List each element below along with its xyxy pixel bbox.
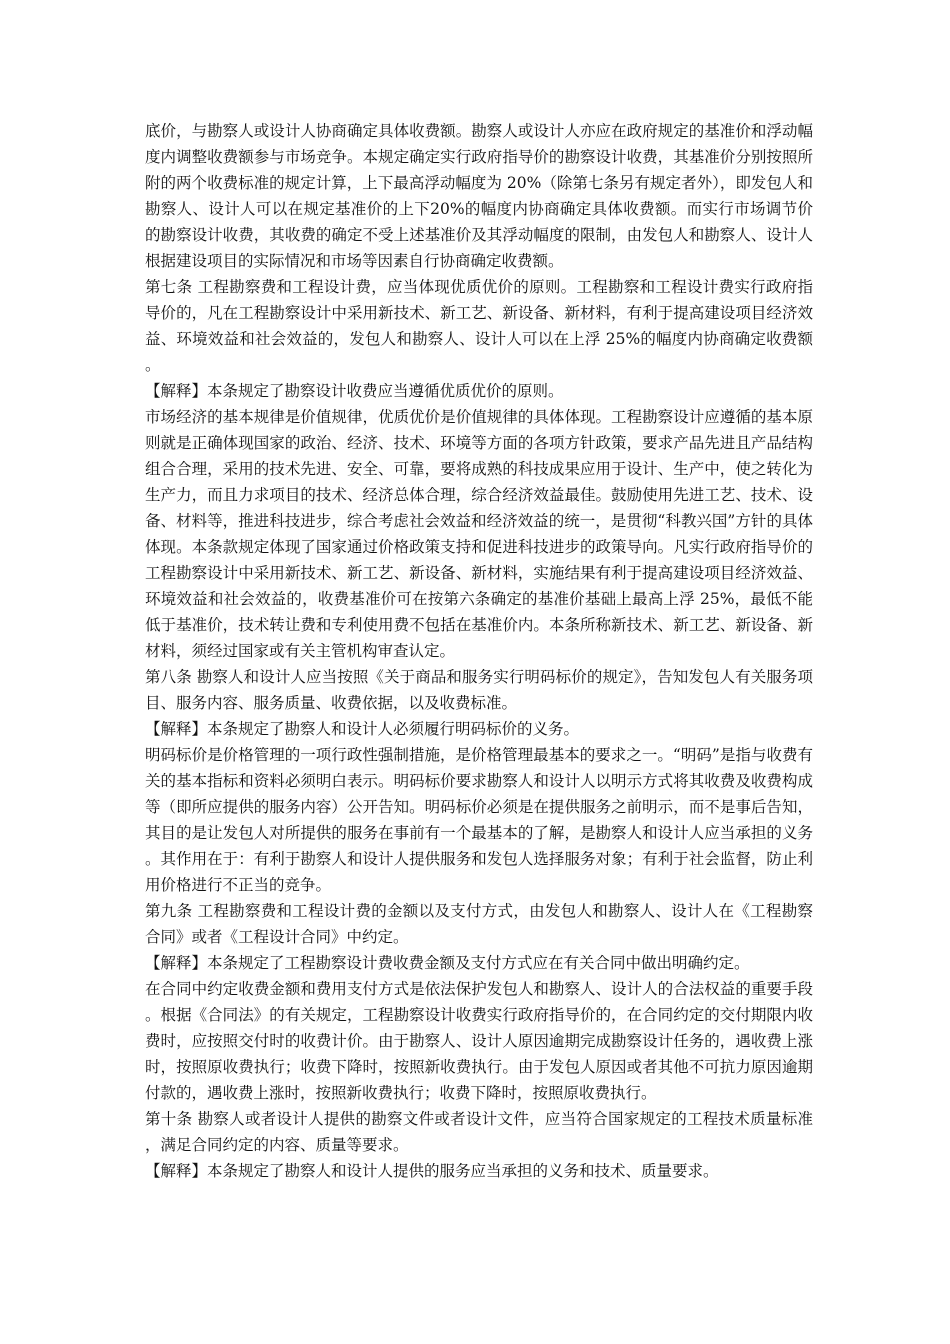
document-page <box>145 118 813 1184</box>
article-7: 第七条 工程勘察费和工程设计费，应当体现优质优价的原则。工程勘察和工程设计费实行政府指导价的，凡在工程勘察设计中采用新技术、新工艺、新设备、新材料，有利于提高建设项目经济效益、环境效益和社会效益的，发包人和勘察人、设计人可以在上浮 25%的幅度内协商确定收费额。 <box>145 278 813 374</box>
article-10-explanation-heading: 【解释】本条规定了勘察人和设计人提供的服务应当承担的义务和技术、质量要求。 <box>145 1162 719 1180</box>
article-8: 第八条 勘察人和设计人应当按照《关于商品和服务实行明码标价的规定》，告知发包人有关服务项目、服务内容、服务质量、收费依据，以及收费标准。 <box>145 668 813 712</box>
article-8-explanation-body: 明码标价是价格管理的一项行政性强制措施，是价格管理最基本的要求之一。“明码”是指与收费有关的基本指标和资料必须明白表示。明码标价要求勘察人和设计人以明示方式将其收费及收费构成等（即所应提供的服务内容）公开告知。明码标价必须是在提供服务之前明示，而不是事后告知，其目的是让发包人对所提供的服务在事前有一个最基本的了解，是勘察人和设计人应当承担的义务。其作用在于：有利于勘察人和设计人提供服务和发包人选择服务对象；有利于社会监督，防止利用价格进行不正当的竞争。 <box>145 746 813 894</box>
article-8-explanation-heading: 【解释】本条规定了勘察人和设计人必须履行明码标价的义务。 <box>145 720 580 738</box>
article-7-explanation-body: 市场经济的基本规律是价值规律，优质优价是价值规律的具体体现。工程勘察设计应遵循的基本原则就是正确体现国家的政治、经济、技术、环境等方面的各项方针政策，要求产品先进且产品结构组合合理，采用的技术先进、安全、可靠，要将成熟的科技成果应用于设计、生产中，使之转化为生产力，而且力求项目的技术、经济总体合理，综合经济效益最佳。鼓励使用先进工艺、技术、设备、材料等，推进科技进步，综合考虑社会效益和经济效益的统一，是贯彻“科教兴国”方针的具体体现。本条款规定体现了国家通过价格政策支持和促进科技进步的政策导向。凡实行政府指导价的工程勘察设计中采用新技术、新工艺、新设备、新材料，实施结果有利于提高建设项目经济效益、环境效益和社会效益的，收费基准价可在按第六条确定的基准价基础上最高上浮 25%，最低不能低于基准价，技术转让费和专利使用费不包括在基准价内。本条所称新技术、新工艺、新设备、新材料，须经过国家或有关主管机构审查认定。 <box>145 408 813 660</box>
article-9-explanation-heading: 【解释】本条规定了工程勘察设计费收费金额及支付方式应在有关合同中做出明确约定。 <box>145 954 750 972</box>
article-7-explanation-heading: 【解释】本条规定了勘察设计收费应当遵循优质优价的原则。 <box>145 382 564 400</box>
article-10: 第十条 勘察人或者设计人提供的勘察文件或者设计文件，应当符合国家规定的工程技术质量标准，满足合同约定的内容、质量等要求。 <box>145 1110 813 1154</box>
paragraph-pricing-continuation: 底价，与勘察人或设计人协商确定具体收费额。勘察人或设计人亦应在政府规定的基准价和浮动幅度内调整收费额参与市场竞争。本规定确定实行政府指导价的勘察设计收费，其基准价分别按照所附的两个收费标准的规定计算，上下最高浮动幅度为 20%（除第七条另有规定者外），即发包人和勘察人、设计人可以在规定基准价的上下20%的幅度内协商确定具体收费额。而实行市场调节价的勘察设计收费，其收费的确定不受上述基准价及其浮动幅度的限制，由发包人和勘察人、设计人根据建设项目的实际情况和市场等因素自行协商确定收费额。 <box>145 122 813 270</box>
article-9-explanation-body: 在合同中约定收费金额和费用支付方式是依法保护发包人和勘察人、设计人的合法权益的重要手段。根据《合同法》的有关规定，工程勘察设计收费实行政府指导价的，在合同约定的交付期限内收费时，应按照交付时的收费计价。由于勘察人、设计人原因逾期完成勘察设计任务的，遇收费上涨时，按照原收费执行；收费下降时，按照新收费执行。由于发包人原因或者其他不可抗力原因逾期付款的，遇收费上涨时，按照新收费执行；收费下降时，按照原收费执行。 <box>145 980 813 1102</box>
article-9: 第九条 工程勘察费和工程设计费的金额以及支付方式，由发包人和勘察人、设计人在《工程勘察合同》或者《工程设计合同》中约定。 <box>145 902 813 946</box>
